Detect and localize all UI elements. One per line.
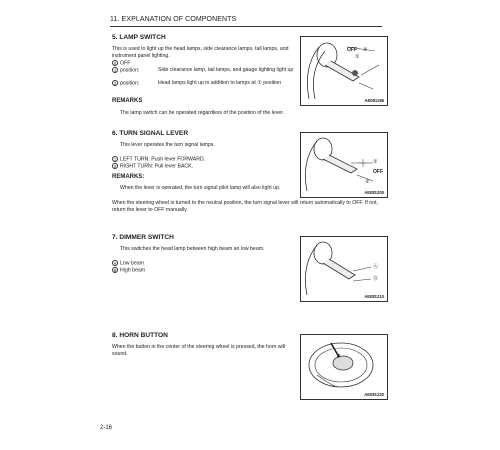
item-label: High beam <box>120 267 146 274</box>
marker-circle: 2 <box>113 81 117 86</box>
page-number: 2-16 <box>100 425 113 431</box>
fig-label-off: OFF <box>347 47 357 53</box>
dimmer-figure <box>300 236 388 302</box>
turn-signal-intro: This lever operates the turn signal lamps. <box>120 142 215 148</box>
item-label: LEFT TURN: <box>120 156 150 163</box>
item-label: OFF <box>120 60 131 67</box>
lamp-switch-intro: This is used to light up the head lamps, side clearance lamps, tail lamps, and instrument panel lighting. <box>112 46 289 59</box>
marker-circle: 2 <box>113 164 117 169</box>
dimmer-intro: This switches the head lamp between high beam an low beam. <box>120 246 265 252</box>
section-title-turn-signal: 6. TURN SIGNAL LEVER <box>112 130 189 137</box>
fig-label-2: ② <box>363 47 368 53</box>
lamp-item-position-2-desc: Head lamps light up in addition to lamps at ① position <box>158 80 282 86</box>
header-rule <box>110 26 382 27</box>
lamp-switch-figure <box>300 36 388 106</box>
item-desc: Push lever FORWARD. <box>151 156 206 163</box>
marker-circle: A <box>113 261 117 266</box>
item-label: position: <box>120 67 140 74</box>
item-label: Low beam <box>120 260 144 267</box>
fig-label-off: OFF <box>373 169 383 175</box>
fig-label-1: ① <box>373 159 378 165</box>
figure-code: AE081196 <box>364 98 384 103</box>
turn-signal-remarks: When the lever is operated, the turn signal pilot lamp will also light up. <box>120 185 281 191</box>
section-title-lamp-switch: 5. LAMP SWITCH <box>112 34 166 41</box>
page-header: 11. EXPLANATION OF COMPONENTS <box>110 16 237 23</box>
horn-figure <box>300 334 388 400</box>
item-label: position: <box>120 80 140 87</box>
figure-code: AE081220 <box>364 392 384 397</box>
fig-label-2: ② <box>365 179 370 185</box>
marker-circle: 1 <box>113 157 117 162</box>
dimmer-item-high <box>112 267 145 274</box>
marker-circle: 0 <box>113 61 117 66</box>
section-title-horn: 8. HORN BUTTON <box>112 332 168 339</box>
remarks-title: REMARKS <box>112 98 143 104</box>
horn-intro: When the button in the center of the steering wheel is pressed, the horn will sound. <box>112 344 286 357</box>
horn-illustration <box>301 335 387 399</box>
section-title-dimmer: 7. DIMMER SWITCH <box>112 234 174 241</box>
fig-label-a: Ⓐ <box>373 264 379 270</box>
remarks-title: REMARKS: <box>112 174 145 180</box>
lamp-switch-remarks: The lamp switch can be operated regardless of the position of the lever. <box>120 110 285 116</box>
figure-code: AE081200 <box>364 190 384 195</box>
lamp-item-off <box>112 60 130 67</box>
item-label: RIGHT TURN: <box>120 163 154 170</box>
dimmer-item-low <box>112 260 144 267</box>
marker-circle: B <box>113 268 117 273</box>
lamp-switch-illustration <box>301 37 387 105</box>
figure-code: AE081210 <box>364 294 384 299</box>
item-desc: Pull lever BACK. <box>154 163 194 170</box>
lamp-item-position-1-desc: Side clearance lamp, tail lamps, and gauge lighting light up <box>158 67 294 73</box>
turn-item-left <box>112 156 205 163</box>
turn-signal-remarks-2: When the steering wheel is turned to the neutral position, the turn signal lever will return automatically to OFF. If not, return the lever to OFF manually. <box>112 200 378 213</box>
fig-label-1: ① <box>355 54 360 60</box>
turn-item-right <box>112 163 193 170</box>
lamp-item-position-2 <box>112 80 139 87</box>
turn-signal-figure <box>300 132 388 198</box>
turn-signal-illustration <box>301 133 387 197</box>
fig-label-b: Ⓑ <box>373 276 379 282</box>
lamp-item-position-1 <box>112 67 139 74</box>
marker-circle: 1 <box>113 68 117 73</box>
